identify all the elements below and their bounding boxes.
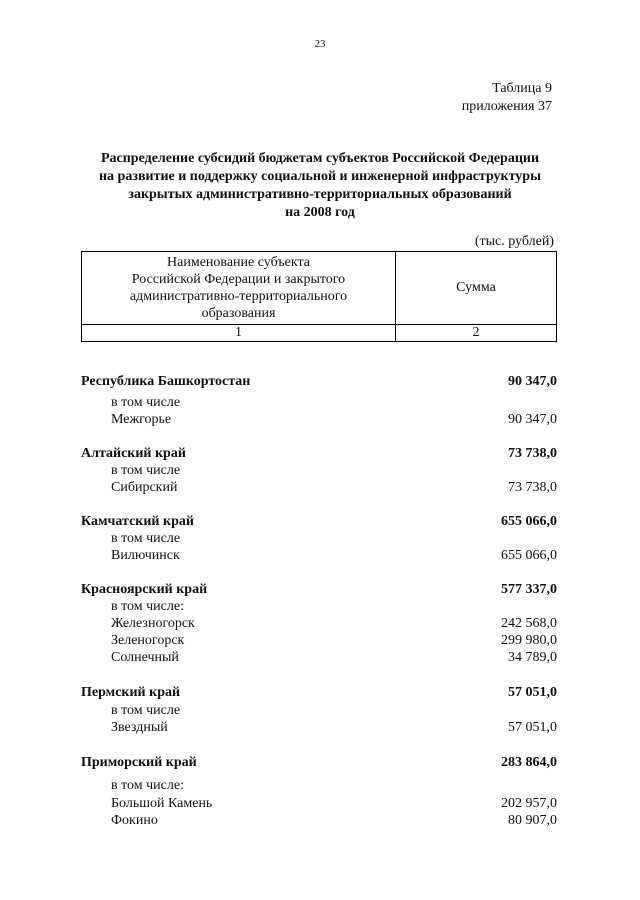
table-row (81, 373, 557, 391)
subsidy-amount: 57 051,0 (508, 685, 557, 700)
subsidy-amount: 655 066,0 (501, 548, 557, 563)
including-label: в том числе: (111, 778, 184, 793)
zato-name: Вилючинск (111, 548, 180, 563)
subsidy-amount: 80 907,0 (508, 813, 557, 828)
subsidy-amount: 299 980,0 (501, 633, 557, 648)
subsidy-amount: 577 337,0 (501, 582, 557, 597)
column-number-2: 2 (396, 325, 557, 342)
subject-name: Приморский край (81, 755, 197, 770)
table-row (81, 684, 557, 702)
table-row (81, 479, 557, 497)
page-number: 23 (314, 38, 326, 50)
including-label: в том числе (111, 463, 181, 478)
table-row (81, 632, 557, 650)
subject-name: Красноярский край (81, 582, 208, 597)
header-name-cell (82, 252, 396, 325)
zato-name: Зеленогорск (111, 633, 185, 648)
subsidy-amount: 202 957,0 (501, 796, 557, 811)
document-title (60, 150, 580, 222)
subject-name: Алтайский край (81, 446, 186, 461)
title-line: на 2008 год (285, 205, 355, 220)
subsidy-amount: 57 051,0 (508, 720, 557, 735)
table-row (81, 615, 557, 633)
table-row (81, 719, 557, 737)
zato-name: Солнечный (111, 650, 179, 665)
title-line: на развитие и поддержку социальной и инженерной инфраструктуры (98, 169, 542, 184)
subsidy-amount: 242 568,0 (501, 616, 557, 631)
table-header (81, 251, 557, 342)
header-name-line: образования (201, 306, 276, 321)
table-reference (462, 80, 552, 116)
title-line: Распределение субсидий бюджетам субъектов Российской Федерации (100, 151, 540, 166)
subsidy-amount: 90 347,0 (508, 412, 557, 427)
header-sum-cell: Сумма (396, 252, 557, 325)
subject-name: Камчатский край (81, 514, 194, 529)
table-row (81, 812, 557, 830)
table-row (81, 411, 557, 429)
column-number-1: 1 (82, 325, 396, 342)
table-row (81, 754, 557, 772)
zato-name: Сибирский (111, 480, 178, 495)
table-reference-line: Таблица 9 (492, 81, 552, 96)
subject-name: Пермский край (81, 685, 181, 700)
subsidy-amount: 283 864,0 (501, 755, 557, 770)
zato-name: Межгорье (111, 412, 172, 427)
table-reference-line: приложения 37 (461, 99, 552, 114)
title-line: закрытых административно-территориальных образований (128, 187, 512, 202)
including-label: в том числе (111, 531, 181, 546)
table-row (81, 462, 557, 480)
table-row (81, 513, 557, 531)
subject-name: Республика Башкортостан (81, 374, 251, 389)
table-row (81, 530, 557, 548)
subsidy-amount: 655 066,0 (501, 514, 557, 529)
table-row (81, 777, 557, 795)
table-row (81, 649, 557, 667)
table-row (81, 394, 557, 412)
table-row (81, 445, 557, 463)
subsidy-amount: 73 738,0 (508, 480, 557, 495)
subsidy-amount: 34 789,0 (508, 650, 557, 665)
header-name-line: Российской Федерации и закрытого (131, 272, 346, 287)
zato-name: Большой Камень (111, 796, 213, 811)
subsidy-amount: 73 738,0 (508, 446, 557, 461)
including-label: в том числе: (111, 599, 184, 614)
unit-label: (тыс. рублей) (474, 234, 554, 249)
subsidy-amount: 90 347,0 (508, 374, 557, 389)
table-row (81, 795, 557, 813)
header-name-line: Наименование субъекта (167, 255, 310, 270)
zato-name: Железногорск (111, 616, 195, 631)
including-label: в том числе (111, 703, 181, 718)
table-row (81, 702, 557, 720)
header-name-line: административно-территориального (129, 289, 348, 304)
zato-name: Звездный (111, 720, 168, 735)
table-row (81, 598, 557, 616)
table-row (81, 581, 557, 599)
table-row (81, 547, 557, 565)
zato-name: Фокино (111, 813, 158, 828)
including-label: в том числе (111, 395, 181, 410)
